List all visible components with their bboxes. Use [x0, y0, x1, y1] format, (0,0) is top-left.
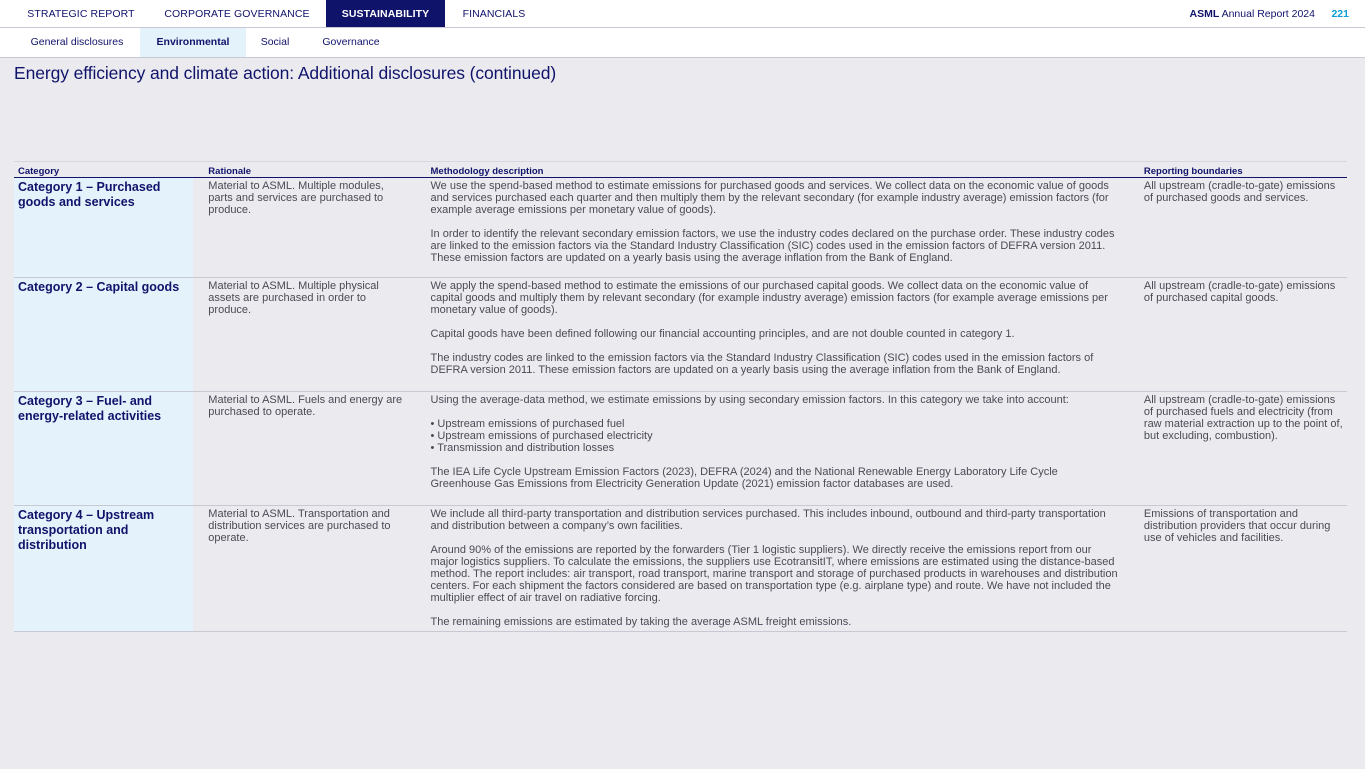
category-cell: Category 3 – Fuel- and energy-related activities [14, 392, 193, 506]
methodology-paragraph: We use the spend-based method to estimate emissions for purchased goods and services. We collect data on the economic value of goods and services purchased each quarter and then multiply them by the relevant secondary (for example industry average) emission factors (for example average emissions per monetary value of goods). [430, 180, 1109, 216]
report-name: Annual Report 2024 [1219, 8, 1315, 20]
methodology-paragraph: Capital goods have been defined following our financial accounting principles, and are not double counted in category 1. [430, 328, 1015, 340]
page-title: Energy efficiency and climate action: Additional disclosures (continued) [14, 63, 557, 83]
page-number: 221 [1331, 8, 1349, 20]
methodology-paragraph: Around 90% of the emissions are reported by the forwarders (Tier 1 logistic suppliers). We directly receive the emissions report from our major logistics suppliers. To calculate the emissions, the suppliers use EcotransitIT, where emissions are estimated using the distance-based method. The report includes: air transport, road transport, marine transport and storage of purchased products in warehouses and distribution centers. For each shipment the factors considered are based on transportation type (e.g. airplane type) and route. We have not included the multiplier effect of air travel on radiative forcing. [430, 544, 1118, 604]
methodology-paragraph: We include all third-party transportation and distribution services purchased. This includes inbound, outbound and third-party transportation and distribution between a company’s own facilities. [430, 508, 1106, 532]
table-header-row [14, 162, 1347, 178]
boundaries-cell: All upstream (cradle-to-gate) emissions of purchased capital goods. [1136, 278, 1347, 392]
sub-navigation [0, 28, 1365, 58]
methodology-paragraph: In order to identify the relevant secondary emission factors, we use the industry codes declared on the purchase order. These industry codes are linked to the emission factors via the Standard Industry Classification (SIC) codes used in the emission factors of DEFRA version 2011. These emission factors are updated on a yearly basis using the average inflation from the Bank of England. [430, 228, 1115, 264]
boundaries-cell: All upstream (cradle-to-gate) emissions of purchased goods and services. [1136, 178, 1347, 278]
report-title [1190, 0, 1316, 28]
top-navigation [0, 0, 1365, 28]
methodology-paragraph: We apply the spend-based method to estimate the emissions of our purchased capital goods. We collect data on the economic value of capital goods and multiply them by relevant secondary (for example industry average) emission factors (for example average emissions per monetary value of goods). [430, 280, 1108, 316]
table-row [14, 178, 1347, 278]
boundaries-cell: Emissions of transportation and distribution providers that occur during use of vehicles and facilities. [1136, 506, 1347, 632]
table-row [14, 506, 1347, 632]
table-row [14, 278, 1347, 392]
methodology-bullet-list: • Upstream emissions of purchased fuel • Upstream emissions of purchased electricity • Transmission and distribution losses [430, 418, 653, 454]
header-category: Category [14, 162, 193, 178]
methodology-paragraph: The industry codes are linked to the emission factors via the Standard Industry Classification (SIC) codes used in the emission factors of DEFRA version 2011. These emission factors are updated on a yearly basis using the average inflation from the Bank of England. [430, 352, 1094, 376]
boundaries-cell: All upstream (cradle-to-gate) emissions of purchased fuels and electricity (from raw material extraction up to the point of, but excluding, combustion). [1136, 392, 1347, 506]
methodology-cell [411, 392, 1136, 506]
table-row [14, 392, 1347, 506]
disclosure-table-wrapper [14, 161, 1347, 632]
methodology-cell [411, 278, 1136, 392]
subtab-general-disclosures[interactable]: General disclosures [30, 36, 124, 48]
category-cell: Category 1 – Purchased goods and services [14, 178, 193, 278]
category-cell: Category 2 – Capital goods [14, 278, 193, 392]
methodology-paragraph: Using the average-data method, we estimate emissions by using secondary emission factors. In this category we take into account: [430, 394, 1069, 406]
subtab-environmental[interactable]: Environmental [140, 28, 246, 57]
disclosure-table [14, 161, 1347, 632]
rationale-cell: Material to ASML. Multiple physical assets are purchased in order to produce. [193, 278, 410, 392]
methodology-cell [411, 506, 1136, 632]
rationale-cell: Material to ASML. Transportation and distribution services are purchased to operate. [193, 506, 410, 632]
rationale-cell: Material to ASML. Multiple modules, parts and services are purchased to produce. [193, 178, 410, 278]
methodology-paragraph: The remaining emissions are estimated by taking the average ASML freight emissions. [430, 616, 852, 628]
tab-sustainability[interactable]: SUSTAINABILITY [326, 0, 445, 27]
tab-corporate-governance[interactable]: CORPORATE GOVERNANCE [164, 8, 310, 20]
brand-name: ASML [1189, 8, 1220, 20]
tab-financials[interactable]: FINANCIALS [462, 8, 526, 20]
header-rationale: Rationale [193, 162, 410, 178]
methodology-paragraph: The IEA Life Cycle Upstream Emission Factors (2023), DEFRA (2024) and the National Renewable Energy Laboratory Life Cycle Greenhouse Gas Emissions from Electricity Generation Update (2021) emission factor databases are used. [430, 466, 1058, 490]
subtab-social[interactable]: Social [260, 36, 290, 48]
subtab-governance[interactable]: Governance [322, 36, 380, 48]
header-boundaries: Reporting boundaries [1136, 162, 1347, 178]
tab-strategic-report[interactable]: STRATEGIC REPORT [27, 8, 135, 20]
rationale-cell: Material to ASML. Fuels and energy are purchased to operate. [193, 392, 410, 506]
methodology-cell [411, 178, 1136, 278]
category-cell: Category 4 – Upstream transportation and distribution [14, 506, 193, 632]
header-methodology: Methodology description [411, 162, 1136, 178]
